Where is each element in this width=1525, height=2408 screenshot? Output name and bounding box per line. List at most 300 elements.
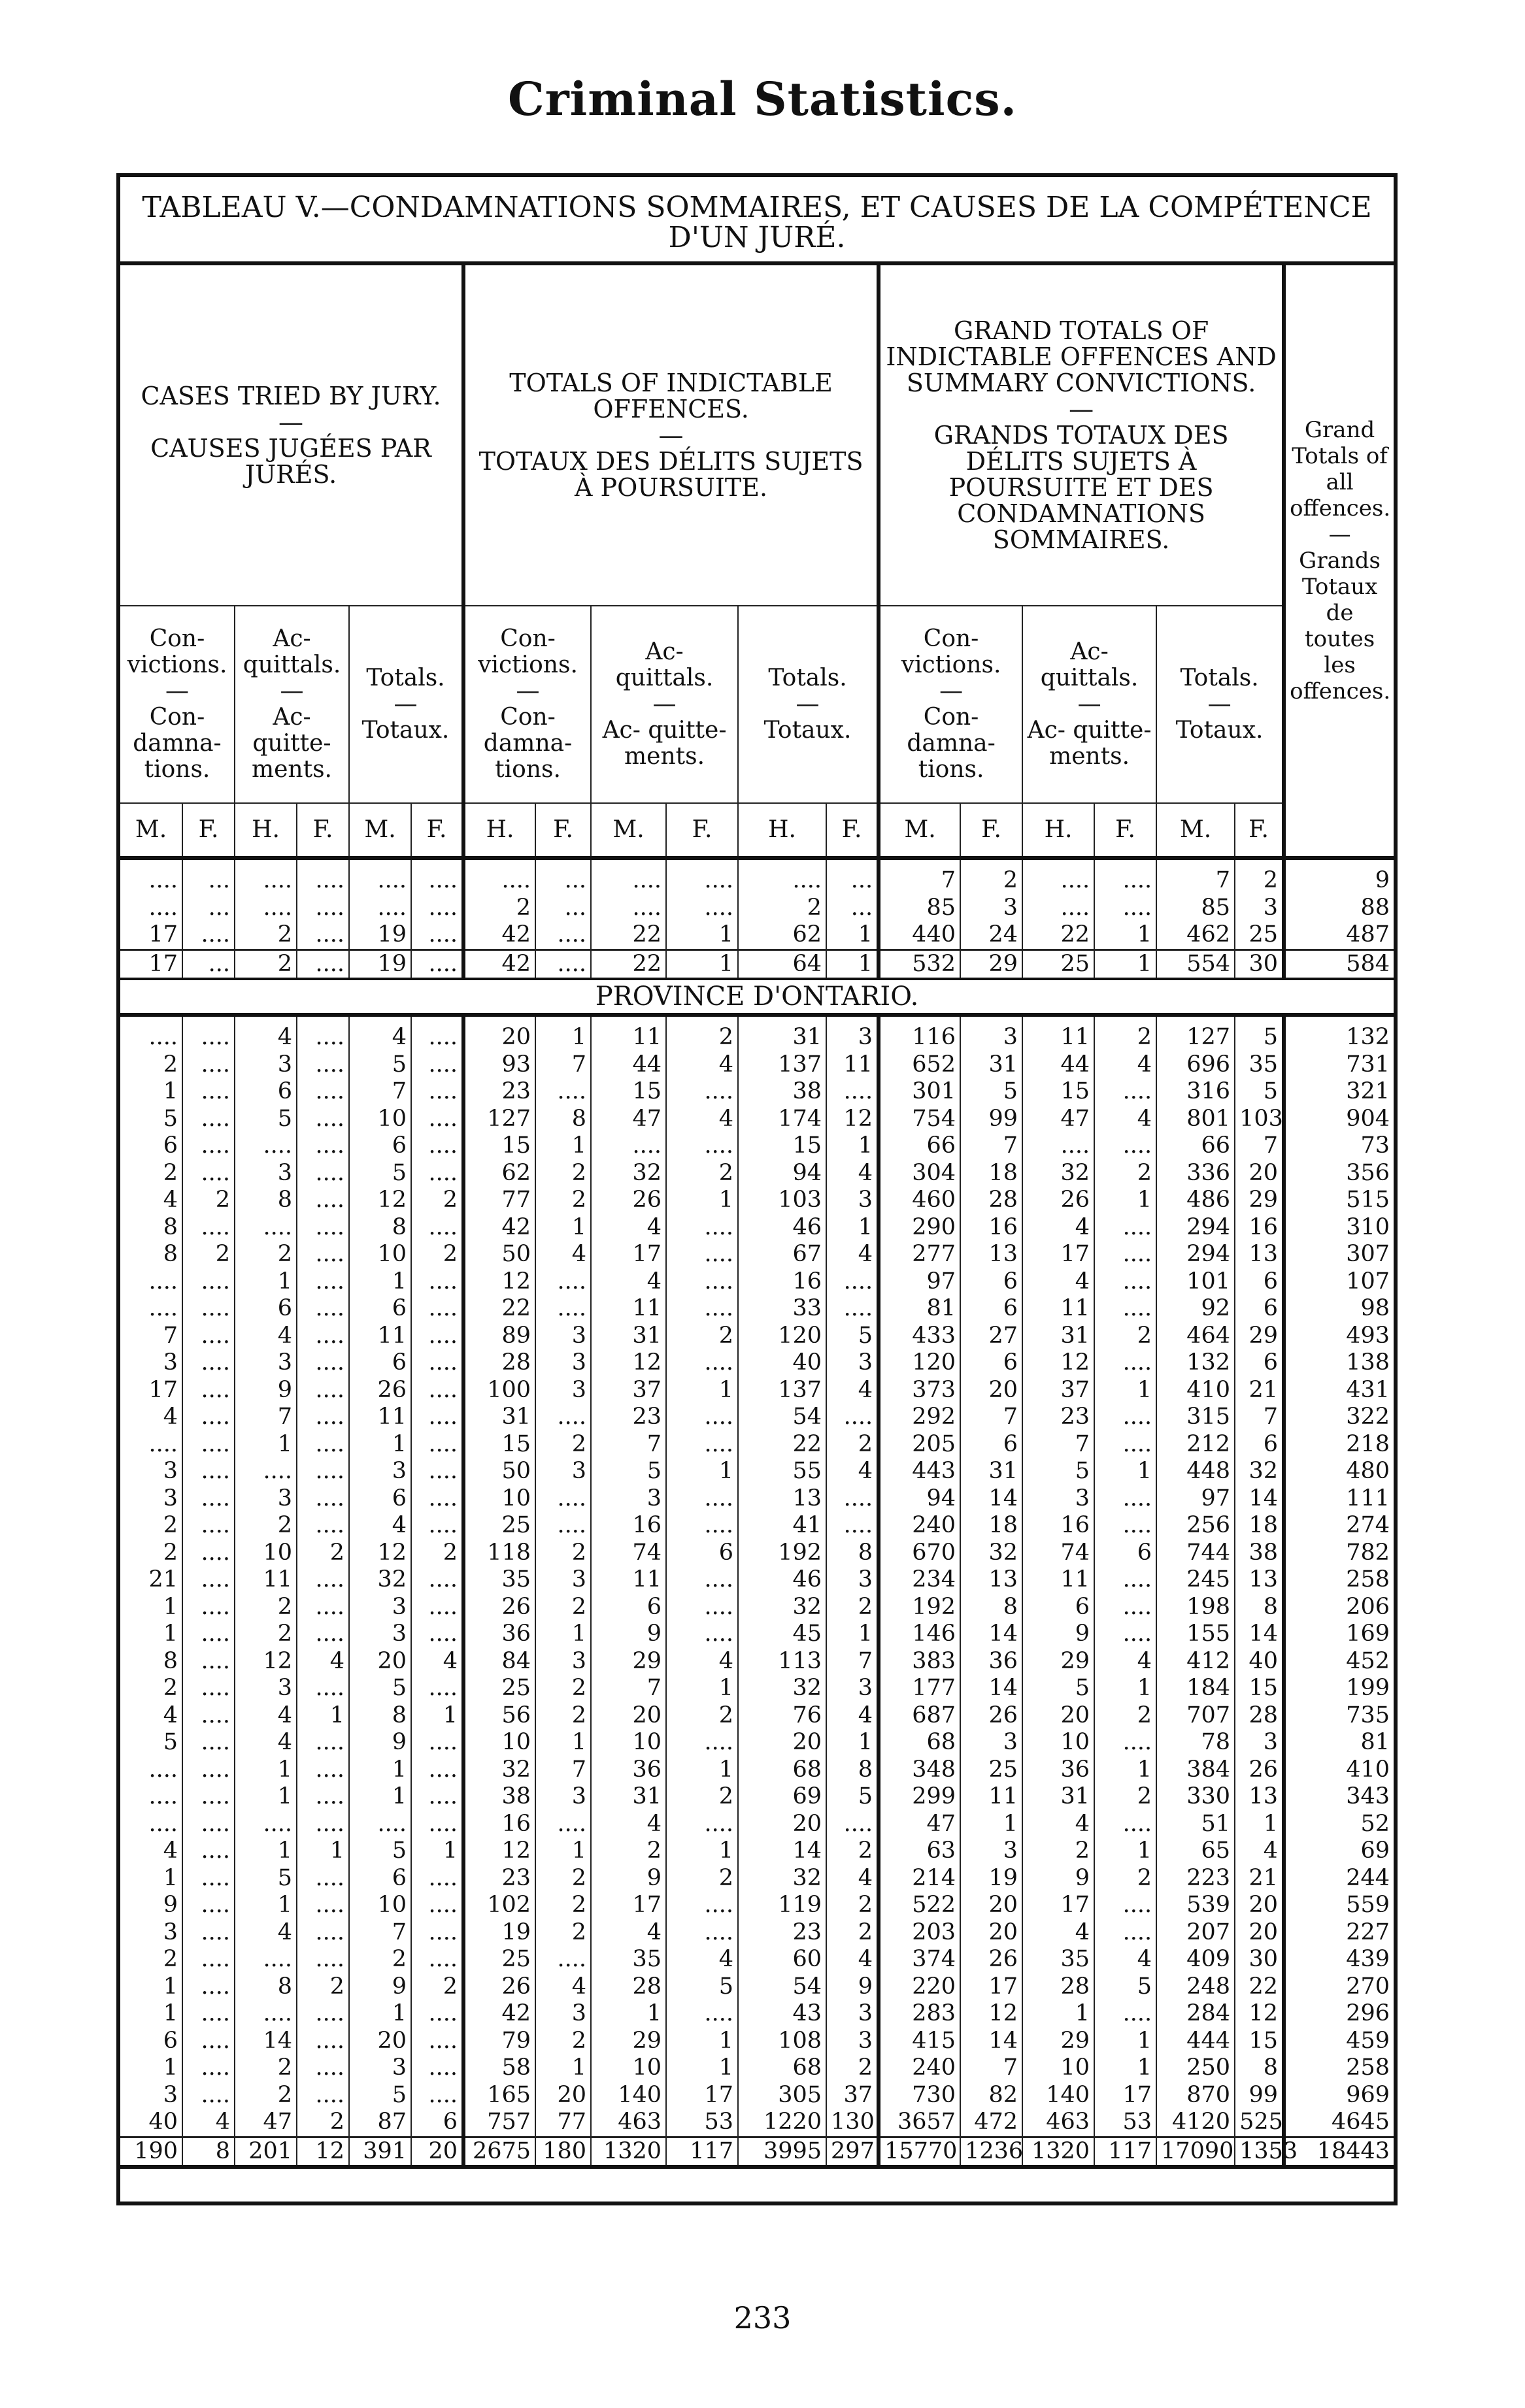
table-cell: .... <box>411 1051 463 1079</box>
table-cell: 10 <box>463 1729 535 1757</box>
table-cell: 1 <box>826 921 879 949</box>
table-cell: 15 <box>1235 1675 1284 1702</box>
table-cell: 1 <box>163 1621 178 1647</box>
table-cell: 192 <box>738 1540 826 1567</box>
table-cell: 15 <box>1022 1078 1094 1106</box>
table-cell: .... <box>297 1485 349 1513</box>
table-cell: 100 <box>463 1377 535 1404</box>
table-cell: 6 <box>349 1132 411 1160</box>
table-cell: 305 <box>738 2082 826 2109</box>
table-cell: 5 <box>349 1838 411 1865</box>
table-cell: .... <box>182 1106 235 1133</box>
table-cell: 218 <box>1284 1431 1394 1459</box>
table-cell: .... <box>666 1811 738 1838</box>
table-cell: 94 <box>738 1160 826 1187</box>
table-cell: 304 <box>879 1160 960 1187</box>
table-cell: .... <box>411 1295 463 1323</box>
table-cell: 103 <box>1235 1106 1284 1133</box>
sex-header-cell: F. <box>666 803 738 858</box>
table-row <box>120 1621 1394 1648</box>
table-cell: 220 <box>879 1973 960 2001</box>
group-header-indictable: TOTALS OF INDICTABLE OFFENCES. — TOTAUX DES DÉLITS SUJETS À POURSUITE. <box>463 263 879 606</box>
table-cell: 2 <box>535 1431 591 1459</box>
table-cell: 3 <box>826 1187 879 1214</box>
table-cell: 65 <box>1156 1838 1235 1865</box>
table-cell: 7 <box>960 1404 1022 1431</box>
table-cell: 17 <box>148 1376 178 1403</box>
table-cell: 36 <box>591 1757 666 1784</box>
table-row <box>120 867 1394 895</box>
table-cell: 463 <box>591 2109 666 2137</box>
table-cell: 74 <box>1022 1540 1094 1567</box>
table-cell: 205 <box>879 1431 960 1459</box>
table-cell: 40 <box>1235 1648 1284 1675</box>
sex-header-cell: F. <box>960 803 1022 858</box>
table-cell: .... <box>297 1051 349 1079</box>
table-cell: 1 <box>1094 2028 1156 2055</box>
table-cell: 9 <box>349 1973 411 2001</box>
table-cell: 6 <box>666 1540 738 1567</box>
table-cell: 32 <box>738 1675 826 1702</box>
table-cell: 199 <box>1284 1675 1394 1702</box>
table-cell: 31 <box>591 1783 666 1811</box>
table-cell: 3 <box>349 1621 411 1648</box>
table-cell: 1 <box>666 1838 738 1865</box>
table-cell: 1 <box>1235 1811 1284 1838</box>
table-cell: .... <box>411 1323 463 1350</box>
table-cell: 7 <box>1156 867 1235 895</box>
table-cell: 3 <box>1235 895 1284 922</box>
table-cell: 1 <box>163 1593 178 1620</box>
table-cell: 5 <box>826 1323 879 1350</box>
table-cell: 192 <box>879 1594 960 1621</box>
table-cell: .... <box>826 1268 879 1296</box>
table-cell: 316 <box>1156 1078 1235 1106</box>
table-cell: 26 <box>463 1594 535 1621</box>
table-cell: 1 <box>235 1431 297 1459</box>
table-cell: 3 <box>535 1323 591 1350</box>
sex-header-cell: F. <box>535 803 591 858</box>
table-cell: 431 <box>1284 1377 1394 1404</box>
table-cell: .... <box>182 2054 235 2082</box>
table-cell: 29 <box>591 2028 666 2055</box>
table-cell: .... <box>1094 1919 1156 1947</box>
table-cell: 2 <box>297 2109 349 2137</box>
table-cell: 2 <box>535 1675 591 1702</box>
table-cell: .... <box>411 1594 463 1621</box>
table-cell: 1 <box>591 2000 666 2028</box>
table-cell: 19 <box>349 921 411 949</box>
table-cell: 53 <box>666 2109 738 2137</box>
table-cell: 4 <box>235 1323 297 1350</box>
table-cell: 539 <box>1156 1892 1235 1919</box>
table-cell: .... <box>297 1594 349 1621</box>
table-cell: .... <box>297 1946 349 1973</box>
table-cell: 1 <box>411 1838 463 1865</box>
table-cell: 525 <box>1235 2109 1284 2137</box>
table-cell: .... <box>1094 1729 1156 1757</box>
table-cell: 1 <box>666 1187 738 1214</box>
table-cell: 11 <box>591 1566 666 1594</box>
table-cell: 54 <box>738 1404 826 1431</box>
table-cell: 2 <box>535 1540 591 1567</box>
table-cell: 731 <box>1284 1051 1394 1079</box>
table-cell: 10 <box>349 1106 411 1133</box>
table-cell: 40 <box>148 2109 178 2135</box>
table-cell: 1 <box>1094 949 1156 979</box>
table-cell: .... <box>411 1431 463 1459</box>
table-cell: 37 <box>1022 1377 1094 1404</box>
table-cell: .... <box>182 1919 235 1947</box>
table-cell: 137 <box>738 1377 826 1404</box>
table-cell: 4 <box>666 1051 738 1079</box>
table-cell: .... <box>148 1783 178 1809</box>
table-cell: 22 <box>1022 921 1094 949</box>
table-cell: 20 <box>960 1892 1022 1919</box>
table-cell: .... <box>182 1621 235 1648</box>
table-cell: .... <box>297 1621 349 1648</box>
table-cell: 1 <box>349 1431 411 1459</box>
table-cell: 55 <box>738 1458 826 1485</box>
page-title: Criminal Statistics. <box>508 72 1017 126</box>
table-cell: 283 <box>879 2000 960 2028</box>
table-cell: 5 <box>666 1973 738 2001</box>
table-cell: 4 <box>1094 1648 1156 1675</box>
table-cell: 3 <box>535 1648 591 1675</box>
table-cell: 85 <box>1156 895 1235 922</box>
table-cell: 2 <box>1094 1160 1156 1187</box>
table-row <box>120 1783 1394 1811</box>
table-cell: 2 <box>411 1187 463 1214</box>
table-cell: 14 <box>1235 1621 1284 1648</box>
table-cell: 459 <box>1284 2028 1394 2055</box>
sub-header-totals: Totals. — Totaux. <box>349 606 463 803</box>
table-cell: .... <box>182 1431 235 1459</box>
table-row <box>120 1349 1394 1377</box>
sex-header-cell: F. <box>1235 803 1284 858</box>
table-row <box>120 1485 1394 1513</box>
table-cell: 22 <box>591 949 666 979</box>
table-cell: 31 <box>960 1051 1022 1079</box>
table-cell: 1 <box>163 2054 178 2081</box>
table-cell: 5 <box>591 1458 666 1485</box>
table-cell: 9 <box>1022 1865 1094 1892</box>
table-cell: 17 <box>1022 1241 1094 1268</box>
table-cell: 31 <box>1022 1323 1094 1350</box>
table-cell: 50 <box>463 1241 535 1268</box>
table-cell: .... <box>148 1756 178 1783</box>
table-cell: 169 <box>1284 1621 1394 1648</box>
sex-header-cell: M. <box>879 803 960 858</box>
sub-header-acquittals: Ac- quittals. — Ac- quitte- ments. <box>235 606 349 803</box>
table-cell: 101 <box>1156 1268 1235 1296</box>
table-cell: 383 <box>879 1648 960 1675</box>
table-cell: 1 <box>235 1838 297 1865</box>
table-cell: 3 <box>535 2000 591 2028</box>
table-cell: 177 <box>879 1675 960 1702</box>
table-cell: .... <box>297 1132 349 1160</box>
table-cell: 4 <box>1094 1106 1156 1133</box>
table-cell: 42 <box>463 1214 535 1242</box>
table-cell: 2 <box>463 895 535 922</box>
table-cell: 113 <box>738 1648 826 1675</box>
table-cell: 14 <box>960 2028 1022 2055</box>
table-row <box>120 1540 1394 1567</box>
table-cell: .... <box>297 1160 349 1187</box>
table-cell: .... <box>235 1946 297 1973</box>
table-cell: 2 <box>235 2054 297 2082</box>
table-cell: 11 <box>1022 1295 1094 1323</box>
table-cell: 297 <box>826 2137 879 2167</box>
table-cell: .... <box>297 1512 349 1540</box>
table-cell: 29 <box>960 949 1022 979</box>
table-cell: 66 <box>879 1132 960 1160</box>
table-cell: 1236 <box>960 2137 1022 2167</box>
table-cell: 7 <box>591 1431 666 1459</box>
table-cell: 2 <box>235 921 297 949</box>
table-cell: 1 <box>666 1458 738 1485</box>
table-cell: .... <box>826 1078 879 1106</box>
table-cell: 28 <box>1022 1973 1094 2001</box>
table-cell: 20 <box>738 1729 826 1757</box>
table-cell: 97 <box>1156 1485 1235 1513</box>
table-cell: 5 <box>1235 1078 1284 1106</box>
table-cell: 14 <box>960 1621 1022 1648</box>
table-cell: .... <box>297 1757 349 1784</box>
table-cell: 1 <box>666 921 738 949</box>
table-cell: 2 <box>666 1160 738 1187</box>
table-cell: .... <box>297 1187 349 1214</box>
table-cell: 12 <box>591 1349 666 1377</box>
table-cell: .... <box>297 1323 349 1350</box>
table-cell: 6 <box>411 2109 463 2137</box>
table-cell: .... <box>235 1214 297 1242</box>
table-cell: 2 <box>235 2082 297 2109</box>
table-row <box>120 1431 1394 1459</box>
table-cell: 2 <box>163 1159 178 1186</box>
table-cell: 62 <box>463 1160 535 1187</box>
table-row <box>120 1295 1394 1323</box>
table-cell: 37 <box>826 2082 879 2109</box>
table-cell: 2 <box>411 1973 463 2001</box>
table-cell: 68 <box>738 1757 826 1784</box>
table-cell: 16 <box>1235 1214 1284 1242</box>
table-cell: 2 <box>826 1838 879 1865</box>
table-cell: 22 <box>463 1295 535 1323</box>
table-cell: 532 <box>879 949 960 979</box>
table-cell: 23 <box>1022 1404 1094 1431</box>
table-cell: 31 <box>960 1458 1022 1485</box>
table-row <box>120 1757 1394 1784</box>
table-row <box>120 1512 1394 1540</box>
table-cell: 1 <box>297 1702 349 1730</box>
table-cell: 2 <box>163 1539 178 1566</box>
table-cell: 8 <box>235 1973 297 2001</box>
table-cell: .... <box>826 1404 879 1431</box>
table-cell: .... <box>1094 1349 1156 1377</box>
table-cell: .... <box>535 921 591 949</box>
table-cell: .... <box>826 1485 879 1513</box>
table-cell: 46 <box>738 1214 826 1242</box>
table-cell: .... <box>1094 1512 1156 1540</box>
table-cell: 15 <box>463 1431 535 1459</box>
table-cell: 21 <box>1235 1377 1284 1404</box>
table-cell: 486 <box>1156 1187 1235 1214</box>
table-cell: 29 <box>1235 1323 1284 1350</box>
table-cell: 23 <box>591 1404 666 1431</box>
table-cell: ... <box>182 949 235 979</box>
table-cell: 17 <box>148 921 178 948</box>
table-cell: .... <box>1094 1566 1156 1594</box>
table-cell: .... <box>591 895 666 922</box>
table-cell: 296 <box>1284 2000 1394 2028</box>
table-cell: 32 <box>738 1594 826 1621</box>
table-cell: .... <box>411 1404 463 1431</box>
table-cell: 20 <box>349 1648 411 1675</box>
table-cell: 38 <box>1235 1540 1284 1567</box>
table-cell: .... <box>182 1404 235 1431</box>
table-cell: 244 <box>1284 1865 1394 1892</box>
table-cell: .... <box>738 867 826 895</box>
table-cell: 5 <box>1094 1973 1156 2001</box>
table-cell: 5 <box>349 1160 411 1187</box>
table-row <box>120 921 1394 949</box>
table-cell: 66 <box>1156 1132 1235 1160</box>
table-cell: 132 <box>1284 1024 1394 1051</box>
table-cell: 6 <box>349 1485 411 1513</box>
table-cell: 81 <box>879 1295 960 1323</box>
table-cell: .... <box>297 1566 349 1594</box>
table-cell: 3 <box>235 1675 297 1702</box>
table-cell: 310 <box>1284 1214 1394 1242</box>
table-cell: 2 <box>235 1512 297 1540</box>
table-cell: .... <box>182 921 235 949</box>
table-cell: .... <box>182 1946 235 1973</box>
table-cell: 1 <box>235 1268 297 1296</box>
table-cell: 64 <box>738 949 826 979</box>
table-cell: 4120 <box>1156 2109 1235 2137</box>
table-cell: .... <box>148 867 178 893</box>
table-cell: 2 <box>535 1892 591 1919</box>
table-cell: 4 <box>591 1214 666 1242</box>
table-cell: 11 <box>591 1295 666 1323</box>
table-cell: 92 <box>1156 1295 1235 1323</box>
table-cell: 1 <box>235 1892 297 1919</box>
sub-header-row <box>120 606 1394 803</box>
table-cell: .... <box>1094 1404 1156 1431</box>
table-cell: 9 <box>235 1377 297 1404</box>
table-cell: 223 <box>1156 1865 1235 1892</box>
table-cell: 2 <box>535 1594 591 1621</box>
table-cell: 6 <box>349 1295 411 1323</box>
table-cell: 11 <box>960 1783 1022 1811</box>
table-row <box>120 2054 1394 2082</box>
table-row <box>120 1648 1394 1675</box>
table-cell: 19 <box>960 1865 1022 1892</box>
table-cell: 32 <box>591 1160 666 1187</box>
table-cell: 515 <box>1284 1187 1394 1214</box>
table-cell: 13 <box>960 1241 1022 1268</box>
table-cell: 127 <box>1156 1024 1235 1051</box>
table-cell: 463 <box>1022 2109 1094 2137</box>
table-cell: .... <box>182 1648 235 1675</box>
table-cell: 2 <box>591 1838 666 1865</box>
table-cell: 20 <box>411 2137 463 2167</box>
table-cell: 391 <box>349 2137 411 2167</box>
table-cell: 1 <box>235 1783 297 1811</box>
table-cell: 5 <box>163 1105 178 1132</box>
table-cell: .... <box>148 894 178 921</box>
table-cell: 17 <box>666 2082 738 2109</box>
table-cell: 20 <box>463 1024 535 1051</box>
table-cell: .... <box>1094 1594 1156 1621</box>
table-cell: .... <box>297 1458 349 1485</box>
table-cell: 410 <box>1284 1757 1394 1784</box>
table-cell: .... <box>666 1349 738 1377</box>
table-cell: 12 <box>349 1187 411 1214</box>
table-cell: 25 <box>463 1512 535 1540</box>
table-cell: 6 <box>1235 1295 1284 1323</box>
table-cell: .... <box>297 1214 349 1242</box>
table-cell: 51 <box>1156 1811 1235 1838</box>
table-cell: 248 <box>1156 1973 1235 2001</box>
table-cell: 4 <box>163 1838 178 1864</box>
table-cell: 2 <box>666 1323 738 1350</box>
table-cell: 4 <box>1094 1946 1156 1973</box>
table-cell: 33 <box>738 1295 826 1323</box>
table-cell: 212 <box>1156 1431 1235 1459</box>
table-cell: 138 <box>1284 1349 1394 1377</box>
table-cell: 10 <box>591 1729 666 1757</box>
table-cell: 56 <box>463 1702 535 1730</box>
subtotal-row <box>120 949 1394 979</box>
table-cell: 301 <box>879 1078 960 1106</box>
table-cell: .... <box>297 1241 349 1268</box>
table-cell: 290 <box>879 1214 960 1242</box>
sex-header-cell: H. <box>1022 803 1094 858</box>
table-cell: .... <box>411 1675 463 1702</box>
table-cell: 165 <box>463 2082 535 2109</box>
table-cell: .... <box>148 1295 178 1321</box>
table-cell: .... <box>591 867 666 895</box>
table-cell: 10 <box>349 1892 411 1919</box>
table-cell: .... <box>411 1892 463 1919</box>
table-cell: 5 <box>1235 1024 1284 1051</box>
table-cell: 4 <box>666 1946 738 1973</box>
table-cell: 336 <box>1156 1160 1235 1187</box>
table-cell: 9 <box>826 1973 879 2001</box>
table-cell: .... <box>666 867 738 895</box>
table-cell: 1 <box>826 1621 879 1648</box>
table-cell: .... <box>535 949 591 979</box>
table-cell: 20 <box>535 2082 591 2109</box>
table-cell: 10 <box>1022 1729 1094 1757</box>
table-row <box>120 1811 1394 1838</box>
table-cell: .... <box>297 2000 349 2028</box>
table-cell: .... <box>666 1404 738 1431</box>
sub-header-convictions: Con- victions. — Con- damna- tions. <box>463 606 591 803</box>
table-cell: .... <box>411 1811 463 1838</box>
table-cell: 1 <box>666 1377 738 1404</box>
table-cell: 12 <box>235 1648 297 1675</box>
table-cell: 321 <box>1284 1078 1394 1106</box>
table-cell: .... <box>297 1431 349 1459</box>
table-cell: 43 <box>738 2000 826 2028</box>
table-cell: .... <box>411 949 463 979</box>
table-cell: 292 <box>879 1404 960 1431</box>
table-cell: 111 <box>1284 1485 1394 1513</box>
table-row <box>120 2000 1394 2028</box>
